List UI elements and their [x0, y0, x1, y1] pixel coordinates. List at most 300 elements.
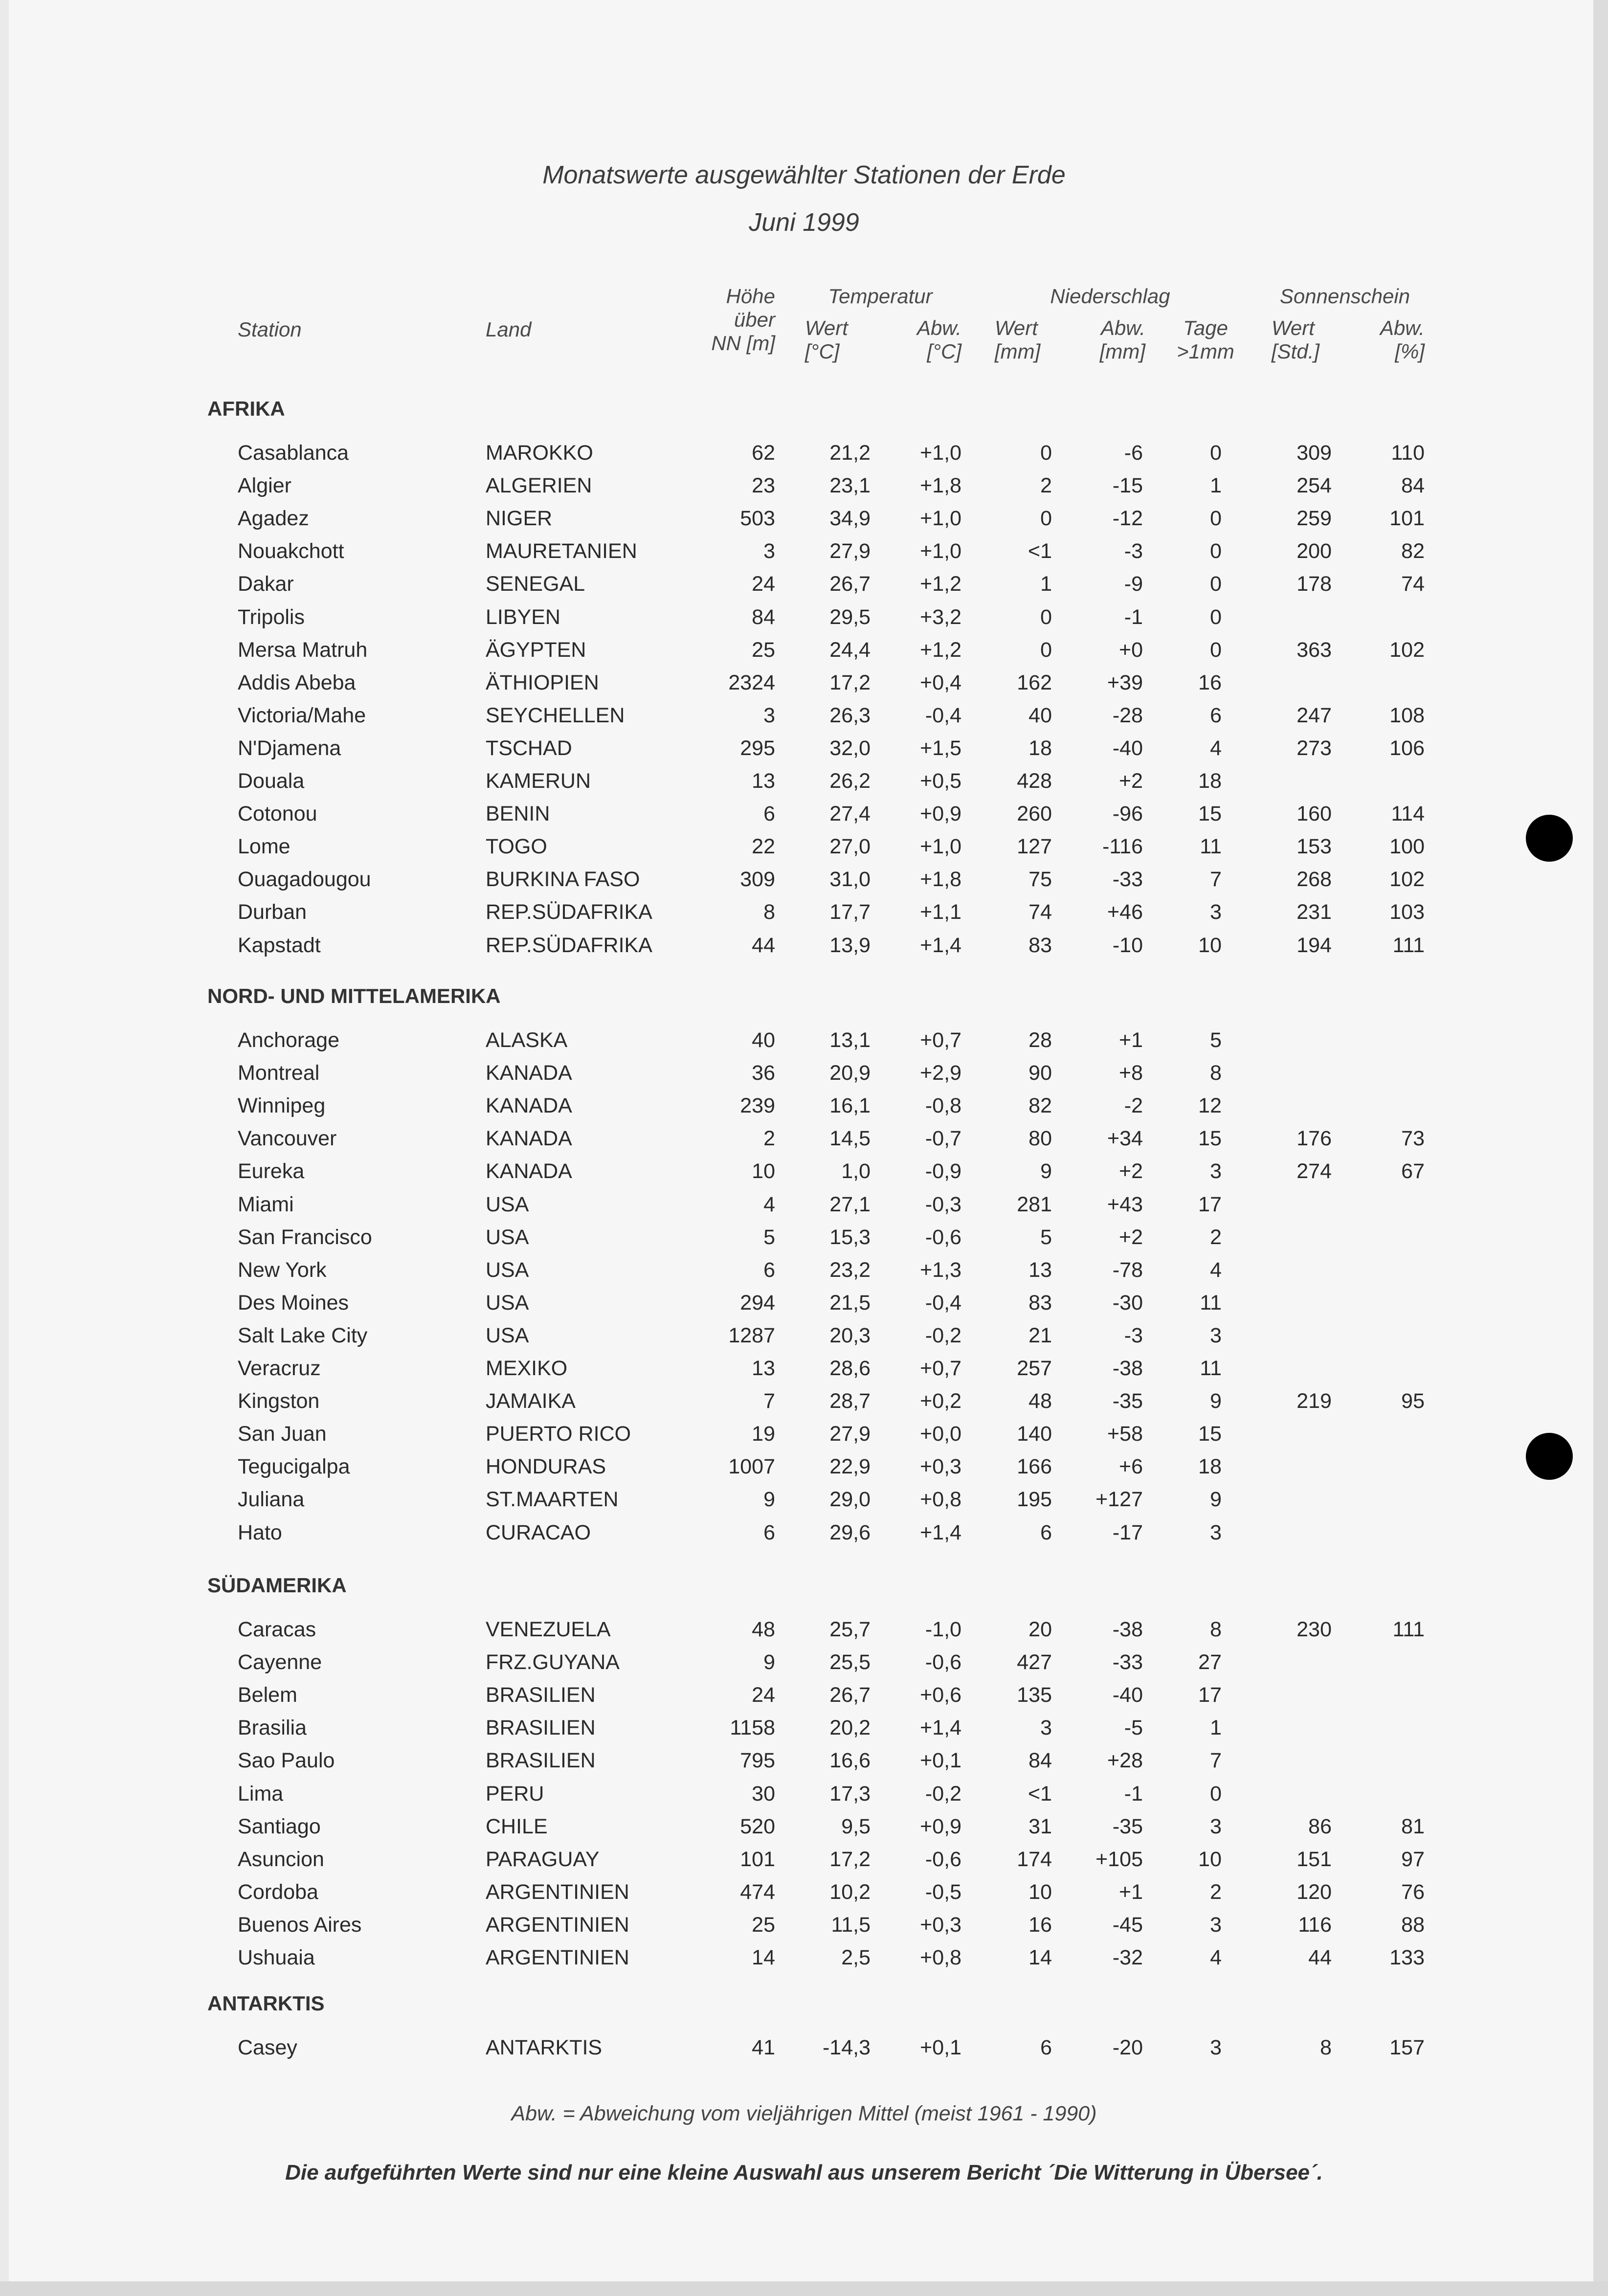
precip-value: 135: [1017, 1683, 1052, 1707]
table-row: [0, 1650, 1608, 1678]
precip-deviation: +127: [1095, 1488, 1143, 1512]
table-row: [0, 835, 1608, 862]
country: CURACAO: [486, 1520, 591, 1544]
temp-deviation: +0,8: [920, 1488, 961, 1512]
table-row: [0, 868, 1608, 895]
precip-value: 127: [1017, 835, 1052, 859]
country: REP.SÜDAFRIKA: [486, 933, 652, 957]
station-name: Veracruz: [238, 1357, 321, 1380]
altitude: 13: [752, 1357, 775, 1380]
sunshine-value: 8: [1320, 2036, 1332, 2059]
precip-value: 16: [1028, 1913, 1052, 1937]
precip-value: 162: [1017, 670, 1052, 694]
station-name: Eureka: [238, 1159, 305, 1183]
table-row: [0, 1782, 1608, 1809]
sunshine-deviation: 111: [1392, 933, 1425, 957]
sunshine-deviation: 74: [1401, 572, 1425, 596]
precip-deviation: -40: [1112, 736, 1143, 760]
altitude: 10: [752, 1159, 775, 1183]
precip-value: 14: [1028, 1946, 1052, 1969]
section-heading: NORD- UND MITTELAMERIKA: [207, 984, 501, 1007]
station-name: Victoria/Mahe: [238, 703, 366, 727]
temp-value: 31,0: [829, 868, 871, 892]
temp-deviation: +1,4: [920, 933, 961, 957]
country: USA: [486, 1323, 529, 1347]
precip-deviation: -28: [1112, 703, 1143, 727]
altitude: 84: [752, 605, 775, 629]
precip-days: 17: [1198, 1192, 1222, 1216]
sunshine-value: 274: [1296, 1159, 1332, 1183]
precip-value: 48: [1028, 1389, 1052, 1413]
table-row: [0, 1521, 1608, 1548]
temp-deviation: +0,3: [920, 1455, 961, 1479]
table-row: [0, 1028, 1608, 1056]
precip-days: 17: [1198, 1683, 1222, 1707]
precip-deviation: +1: [1118, 1880, 1143, 1904]
sunshine-value: 153: [1296, 835, 1332, 859]
precip-deviation: -17: [1112, 1520, 1143, 1544]
temp-deviation: -0,2: [925, 1323, 961, 1347]
precip-deviation: -12: [1112, 507, 1143, 531]
temp-deviation: +0,7: [920, 1357, 961, 1380]
sunshine-deviation: 67: [1401, 1159, 1425, 1183]
sunshine-deviation: 76: [1401, 1880, 1425, 1904]
precip-value: 84: [1028, 1749, 1052, 1773]
table-row: [0, 2036, 1608, 2063]
precip-days: 3: [1210, 1913, 1222, 1937]
precip-deviation: -30: [1112, 1291, 1143, 1315]
altitude: 7: [763, 1389, 775, 1413]
table-row: [0, 704, 1608, 731]
altitude: 41: [752, 2036, 775, 2059]
temp-deviation: +0,1: [920, 2036, 961, 2059]
altitude: 3: [763, 703, 775, 727]
temp-value: 16,6: [829, 1749, 871, 1773]
altitude: 294: [740, 1291, 775, 1315]
precip-days: 10: [1198, 933, 1222, 957]
header-sonnenschein: Sonnenschein: [1279, 285, 1410, 308]
sunshine-deviation: 111: [1392, 1618, 1425, 1641]
country: ANTARKTIS: [486, 2036, 603, 2059]
header-temperatur: Temperatur: [828, 285, 933, 308]
precip-days: 2: [1210, 1225, 1222, 1249]
table-row: [0, 802, 1608, 829]
country: ÄTHIOPIEN: [486, 670, 599, 694]
station-name: Vancouver: [238, 1127, 337, 1151]
precip-value: 13: [1028, 1258, 1052, 1282]
precip-deviation: -32: [1112, 1946, 1143, 1969]
country: ST.MAARTEN: [486, 1488, 619, 1512]
temp-deviation: -0,6: [925, 1650, 961, 1674]
station-name: Caracas: [238, 1618, 316, 1641]
precip-days: 15: [1198, 1127, 1222, 1151]
header-hoehe: Höhe über NN [m]: [711, 285, 775, 355]
sunshine-deviation: 95: [1401, 1389, 1425, 1413]
precip-deviation: -1: [1124, 1782, 1143, 1806]
altitude: 795: [740, 1749, 775, 1773]
station-name: San Francisco: [238, 1225, 372, 1249]
altitude: 4: [763, 1192, 775, 1216]
sunshine-value: 200: [1296, 539, 1332, 563]
sunshine-deviation: 110: [1391, 441, 1425, 465]
station-name: Miami: [238, 1192, 294, 1216]
precip-days: 9: [1210, 1488, 1222, 1512]
precip-days: 0: [1210, 605, 1222, 629]
precip-deviation: +39: [1107, 670, 1143, 694]
country: USA: [486, 1291, 529, 1315]
station-name: Algier: [238, 474, 291, 498]
country: SEYCHELLEN: [486, 703, 625, 727]
altitude: 36: [752, 1061, 775, 1085]
temp-value: 25,7: [829, 1618, 871, 1641]
table-row: [0, 474, 1608, 501]
table-row: [0, 1455, 1608, 1482]
precip-value: 427: [1017, 1650, 1052, 1674]
header-temp-wert: Wert [°C]: [805, 316, 848, 363]
precip-days: 11: [1200, 835, 1222, 859]
precip-days: 2: [1210, 1880, 1222, 1904]
altitude: 24: [752, 1683, 775, 1707]
sunshine-value: 116: [1298, 1913, 1332, 1937]
temp-value: 15,3: [829, 1225, 871, 1249]
header-sonne-abw: Abw. [%]: [1380, 316, 1425, 363]
country: USA: [486, 1225, 529, 1249]
temp-value: 29,5: [829, 605, 871, 629]
precip-value: 2: [1040, 474, 1052, 498]
country: BURKINA FASO: [486, 868, 640, 892]
precip-value: 428: [1017, 769, 1052, 793]
temp-value: 16,1: [829, 1094, 871, 1118]
precip-days: 18: [1198, 769, 1222, 793]
station-name: Cordoba: [238, 1880, 318, 1904]
table-row: [0, 1061, 1608, 1089]
table-row: [0, 769, 1608, 797]
altitude: 22: [752, 835, 775, 859]
station-name: Des Moines: [238, 1291, 349, 1315]
precip-deviation: +8: [1118, 1061, 1143, 1085]
sunshine-deviation: 101: [1389, 507, 1425, 531]
precip-value: 83: [1028, 933, 1052, 957]
table-row: [0, 934, 1608, 961]
temp-value: 26,7: [829, 1683, 871, 1707]
precip-deviation: -15: [1112, 474, 1143, 498]
sunshine-deviation: 108: [1389, 703, 1425, 727]
altitude: 101: [740, 1847, 775, 1871]
precip-value: 18: [1028, 736, 1052, 760]
country: KANADA: [486, 1094, 572, 1118]
country: ALASKA: [486, 1028, 568, 1052]
altitude: 25: [752, 1913, 775, 1937]
sunshine-value: 309: [1296, 441, 1332, 465]
temp-value: 27,9: [829, 1422, 871, 1446]
country: MEXIKO: [486, 1357, 568, 1380]
country: HONDURAS: [486, 1455, 606, 1479]
sunshine-deviation: 97: [1401, 1847, 1425, 1871]
station-name: Casey: [238, 2036, 297, 2059]
sunshine-value: 231: [1296, 900, 1332, 924]
precip-value: 0: [1040, 441, 1052, 465]
precip-days: 11: [1200, 1357, 1222, 1380]
temp-deviation: +1,4: [920, 1716, 961, 1740]
precip-days: 3: [1210, 1159, 1222, 1183]
table-row: [0, 1749, 1608, 1776]
table-row: [0, 1848, 1608, 1875]
temp-deviation: -0,6: [925, 1847, 961, 1871]
altitude: 239: [740, 1094, 775, 1118]
temp-deviation: +1,5: [920, 736, 961, 760]
country: ARGENTINIEN: [486, 1946, 629, 1969]
temp-value: -14,3: [822, 2036, 871, 2059]
precip-days: 5: [1210, 1028, 1222, 1052]
station-name: Tripolis: [238, 605, 305, 629]
precip-deviation: -1: [1124, 605, 1143, 629]
precip-days: 4: [1210, 1946, 1222, 1969]
precip-value: 257: [1017, 1357, 1052, 1380]
precip-deviation: +43: [1107, 1192, 1143, 1216]
precip-days: 12: [1198, 1094, 1222, 1118]
temp-value: 17,7: [829, 900, 871, 924]
precip-days: 9: [1210, 1389, 1222, 1413]
header-niederschlag: Niederschlag: [1050, 285, 1170, 308]
station-name: Ushuaia: [238, 1946, 315, 1969]
temp-deviation: +1,0: [920, 441, 961, 465]
sunshine-deviation: 157: [1389, 2036, 1425, 2059]
precip-days: 3: [1210, 1520, 1222, 1544]
precip-days: 0: [1210, 441, 1222, 465]
temp-deviation: +0,4: [920, 670, 961, 694]
temp-deviation: +0,9: [920, 1814, 961, 1838]
country: BRASILIEN: [486, 1683, 596, 1707]
country: VENEZUELA: [486, 1618, 611, 1641]
table-row: [0, 605, 1608, 633]
precip-days: 27: [1198, 1650, 1222, 1674]
country: SENEGAL: [486, 572, 585, 596]
precip-value: 80: [1028, 1127, 1052, 1151]
sunshine-deviation: 114: [1391, 802, 1425, 826]
temp-value: 26,2: [829, 769, 871, 793]
country: USA: [486, 1258, 529, 1282]
station-name: Kapstadt: [238, 933, 321, 957]
country: KANADA: [486, 1127, 572, 1151]
precip-deviation: +2: [1118, 1225, 1143, 1249]
precip-deviation: -96: [1112, 802, 1143, 826]
country: CHILE: [486, 1814, 548, 1838]
temp-value: 26,7: [829, 572, 871, 596]
temp-deviation: +0,2: [920, 1389, 961, 1413]
table-row: [0, 1913, 1608, 1940]
temp-deviation: -0,4: [925, 1291, 961, 1315]
altitude: 309: [740, 868, 775, 892]
precip-days: 1: [1210, 1716, 1222, 1740]
header-temp-abw: Abw. [°C]: [916, 316, 961, 363]
station-name: Montreal: [238, 1061, 320, 1085]
precip-deviation: -3: [1124, 1323, 1143, 1347]
temp-deviation: +1,1: [920, 900, 961, 924]
precip-value: 20: [1028, 1618, 1052, 1641]
country: TOGO: [486, 835, 547, 859]
temp-deviation: +0,7: [920, 1028, 961, 1052]
scan-edge-bottom: [0, 2281, 1608, 2296]
precip-value: 74: [1028, 900, 1052, 924]
header-station: Station: [238, 318, 302, 341]
country: FRZ.GUYANA: [486, 1650, 620, 1674]
table-row: [0, 572, 1608, 600]
sunshine-value: 120: [1296, 1880, 1332, 1904]
altitude: 9: [763, 1650, 775, 1674]
header-land: Land: [486, 318, 532, 341]
temp-deviation: +0,9: [920, 802, 961, 826]
altitude: 3: [763, 539, 775, 563]
precip-days: 1: [1210, 474, 1222, 498]
header-nied-wert: Wert [mm]: [995, 316, 1041, 363]
precip-deviation: -6: [1124, 441, 1143, 465]
precip-value: 82: [1028, 1094, 1052, 1118]
precip-days: 6: [1210, 703, 1222, 727]
temp-value: 11,5: [831, 1913, 871, 1937]
country: ÄGYPTEN: [486, 638, 586, 662]
temp-deviation: +0,8: [920, 1946, 961, 1969]
sunshine-value: 363: [1296, 638, 1332, 662]
precip-days: 10: [1198, 1847, 1222, 1871]
country: ALGERIEN: [486, 474, 592, 498]
sunshine-value: 273: [1296, 736, 1332, 760]
precip-deviation: -20: [1112, 2036, 1143, 2059]
table-row: [0, 1488, 1608, 1515]
country: KANADA: [486, 1159, 572, 1183]
table-row: [0, 539, 1608, 567]
country: ARGENTINIEN: [486, 1880, 629, 1904]
station-name: Belem: [238, 1683, 297, 1707]
table-row: [0, 1618, 1608, 1645]
table-row: [0, 1815, 1608, 1842]
table-row: [0, 1880, 1608, 1908]
precip-value: 21: [1028, 1323, 1052, 1347]
precip-deviation: -5: [1124, 1716, 1143, 1740]
sunshine-deviation: 100: [1389, 835, 1425, 859]
country: PUERTO RICO: [486, 1422, 631, 1446]
precip-days: 3: [1210, 1323, 1222, 1347]
sunshine-deviation: 88: [1401, 1913, 1425, 1937]
temp-deviation: +3,2: [920, 605, 961, 629]
station-name: Juliana: [238, 1488, 305, 1512]
precip-value: 6: [1040, 2036, 1052, 2059]
temp-value: 26,3: [829, 703, 871, 727]
temp-deviation: +1,2: [920, 572, 961, 596]
table-row: [0, 441, 1608, 468]
table-row: [0, 1422, 1608, 1449]
precip-value: 10: [1028, 1880, 1052, 1904]
country: BENIN: [486, 802, 550, 826]
precip-deviation: -116: [1102, 835, 1143, 859]
temp-value: 29,6: [829, 1520, 871, 1544]
precip-value: 40: [1028, 703, 1052, 727]
table-row: [0, 1357, 1608, 1384]
altitude: 503: [740, 507, 775, 531]
temp-deviation: +1,3: [920, 1258, 961, 1282]
precip-deviation: -2: [1124, 1094, 1143, 1118]
precip-deviation: -33: [1112, 1650, 1143, 1674]
temp-deviation: -0,4: [925, 703, 961, 727]
country: TSCHAD: [486, 736, 572, 760]
country: REP.SÜDAFRIKA: [486, 900, 652, 924]
sunshine-deviation: 84: [1401, 474, 1425, 498]
altitude: 19: [752, 1422, 775, 1446]
station-name: Santiago: [238, 1814, 321, 1838]
temp-value: 27,1: [829, 1192, 871, 1216]
precip-value: 195: [1017, 1488, 1052, 1512]
country: BRASILIEN: [486, 1716, 596, 1740]
sunshine-deviation: 102: [1389, 638, 1425, 662]
precip-days: 7: [1210, 1749, 1222, 1773]
table-row: [0, 638, 1608, 666]
temp-value: 21,2: [829, 441, 871, 465]
precip-value: 1: [1040, 572, 1052, 596]
temp-deviation: -0,7: [925, 1127, 961, 1151]
precip-deviation: +58: [1107, 1422, 1143, 1446]
altitude: 2: [763, 1127, 775, 1151]
table-row: [0, 671, 1608, 698]
table-row: [0, 1291, 1608, 1318]
temp-deviation: +1,0: [920, 507, 961, 531]
table-row: [0, 1193, 1608, 1220]
altitude: 520: [740, 1814, 775, 1838]
page-subtitle: Juni 1999: [749, 208, 859, 237]
country: BRASILIEN: [486, 1749, 596, 1773]
altitude: 44: [752, 933, 775, 957]
temp-value: 29,0: [829, 1488, 871, 1512]
station-name: Salt Lake City: [238, 1323, 368, 1347]
altitude: 62: [752, 441, 775, 465]
sunshine-value: 254: [1296, 474, 1332, 498]
station-name: Cayenne: [238, 1650, 322, 1674]
sunshine-value: 86: [1308, 1814, 1332, 1838]
table-row: [0, 1258, 1608, 1286]
station-name: Buenos Aires: [238, 1913, 362, 1937]
table-row: [0, 1127, 1608, 1154]
table-row: [0, 900, 1608, 928]
altitude: 6: [763, 802, 775, 826]
precip-deviation: +28: [1107, 1749, 1143, 1773]
table-row: [0, 1946, 1608, 1973]
temp-value: 1,0: [841, 1159, 871, 1183]
precip-days: 8: [1210, 1618, 1222, 1641]
precip-value: 6: [1040, 1520, 1052, 1544]
table-row: [0, 1159, 1608, 1187]
station-name: Hato: [238, 1520, 282, 1544]
precip-deviation: +105: [1095, 1847, 1143, 1871]
sunshine-value: 160: [1296, 802, 1332, 826]
temp-deviation: -0,8: [925, 1094, 961, 1118]
station-name: Agadez: [238, 507, 309, 531]
temp-value: 28,7: [829, 1389, 871, 1413]
temp-deviation: -0,3: [925, 1192, 961, 1216]
temp-deviation: +0,6: [920, 1683, 961, 1707]
header-nied-tage: Tage >1mm: [1177, 316, 1234, 363]
sunshine-value: 219: [1296, 1389, 1332, 1413]
header-nied-abw: Abw. [mm]: [1099, 316, 1145, 363]
station-name: Douala: [238, 769, 305, 793]
precip-days: 3: [1210, 1814, 1222, 1838]
precip-days: 4: [1210, 736, 1222, 760]
table-row: [0, 1094, 1608, 1121]
precip-value: 281: [1017, 1192, 1052, 1216]
sunshine-value: 247: [1296, 703, 1332, 727]
temp-value: 28,6: [829, 1357, 871, 1380]
precip-days: 18: [1198, 1455, 1222, 1479]
precip-days: 3: [1210, 900, 1222, 924]
temp-deviation: -1,0: [925, 1618, 961, 1641]
page-title: Monatswerte ausgewählter Stationen der Erde: [542, 161, 1066, 189]
